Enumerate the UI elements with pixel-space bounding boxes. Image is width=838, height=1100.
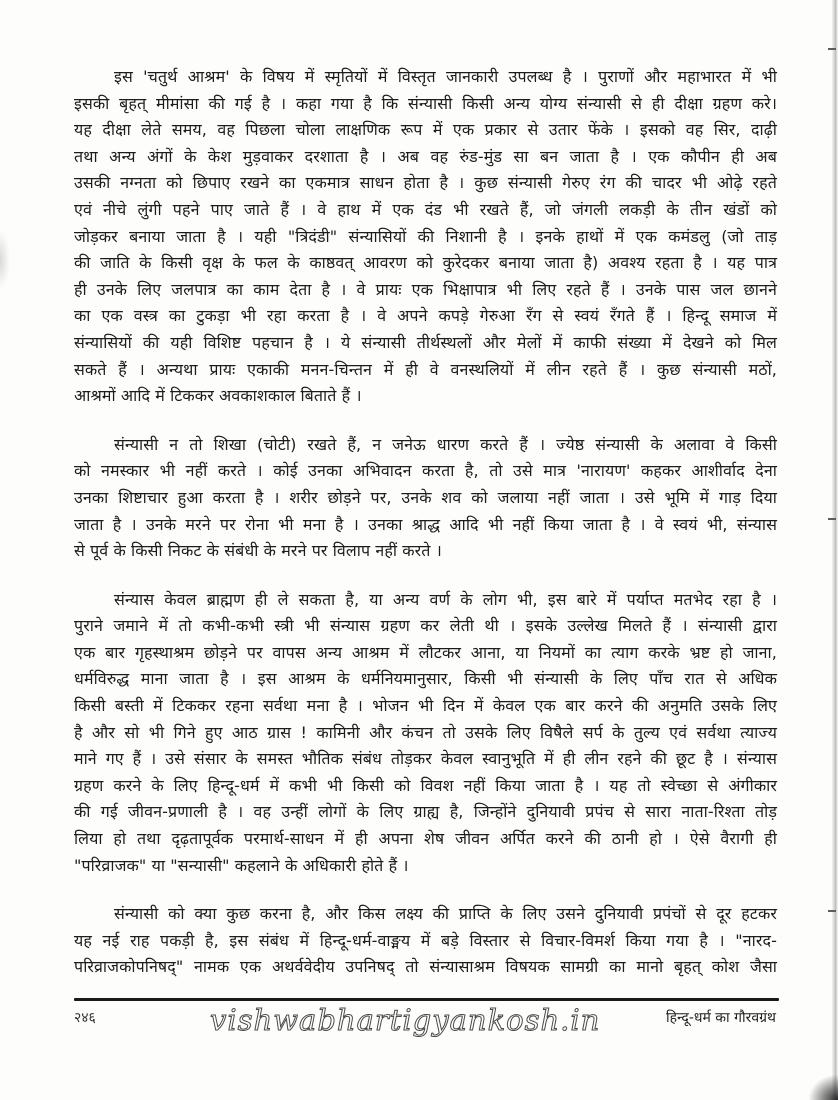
text-line: से पूर्व के किसी निकट के संबंधी के मरने पर विलाप नहीं करते । xyxy=(74,541,442,561)
text-line: है और सो भी गिने हुए आठ ग्रास ! कामिनी और कंचन तो उसके लिए विषैले सर्प के तुल्य एवं सर्वथा त्याज्य xyxy=(74,722,777,742)
page-edge-mark xyxy=(828,910,836,912)
text-line: तथा अन्य अंगों के केश मुड़वाकर दरशाता है । अब वह रुंड-मुंड सा बन जाता है । एक कौपीन ही अब xyxy=(74,146,777,166)
text-line: की जाति के किसी वृक्ष के फल के काष्ठवत् आवरण को कुरेदकर बनाया जाता है) अवश्य रहता है । यह पात्र xyxy=(74,253,777,273)
text-line: इसकी बृहत् मीमांसा की गई है । कहा गया है कि संन्यासी किसी अन्य योग्य संन्यासी से ही दीक्षा ग्रहण करे। xyxy=(74,93,777,113)
page-edge xyxy=(832,0,838,1100)
page-edge-mark xyxy=(828,48,836,50)
text-line: संन्यास केवल ब्राह्मण ही ले सकता है, या अन्य वर्ण के लोग भी, इस बारे में पर्याप्त मतभेद रहा है । xyxy=(114,589,777,609)
text-line: एवं नीचे लुंगी पहने पाए जाते हैं । वे हाथ में एक दंड भी रखते हैं, जो जंगली लकड़ी के तीन खंडों को xyxy=(74,199,777,219)
paragraph xyxy=(74,901,777,981)
body-text xyxy=(74,64,777,981)
text-line: इस 'चतुर्थ आश्रम' के विषय में स्मृतियों में विस्तृत जानकारी उपलब्ध है । पुराणों और महाभारत में भी xyxy=(114,67,777,86)
text-line: को नमस्कार भी नहीं करते । कोई उनका अभिवादन करता है, तो उसे मात्र 'नारायण' कहकर आशीर्वाद देना xyxy=(74,461,777,481)
paragraph xyxy=(74,64,777,410)
text-line: जाता है । उनके मरने पर रोना भी मना है । उनका श्राद्ध आदि भी नहीं किया जाता है । वे स्वयं भी, संन्यास xyxy=(74,514,777,534)
text-line: एक बार गृहस्थाश्रम छोड़ने पर वापस अन्य आश्रम में लौटकर आना, या नियमों का त्याग करके भ्रष्ट हो जाना, xyxy=(74,642,777,662)
text-line: धर्मविरुद्ध माना जाता है । इस आश्रम के धर्मनियमानुसार, किसी भी संन्यासी के लिए पाँच रात से अधिक xyxy=(74,669,777,689)
text-line: जोड़कर बनाया जाता है । यही "त्रिदंडी" संन्यासियों की निशानी है । इनके हाथों में एक कमंडलु (जो ताड़ xyxy=(74,226,778,246)
text-line: संन्यासी न तो शिखा (चोटी) रखते हैं, न जनेऊ धारण करते हैं । ज्येष्ठ संन्यासी के अलावा वे किसी xyxy=(114,434,777,454)
text-line: उनका शिष्टाचार हुआ करता है । शरीर छोड़ने पर, उनके शव को जलाया नहीं जाता । उसे भूमि में गाड़ दिया xyxy=(74,487,777,507)
text-line: आश्रमों आदि में टिककर अवकाशकाल बिताते हैं । xyxy=(74,386,362,406)
text-line: यह दीक्षा लेते समय, वह पिछला चोला लाक्षणिक रूप में एक प्रकार से उतार फेंके । इसको वह सिर, दाढ़ी xyxy=(74,120,777,140)
text-line: सकते हैं । अन्यथा प्रायः एकाकी मनन-चिन्तन में ही वे वनस्थलियों में लीन रहते हैं । कुछ संन्यासी मठों, xyxy=(74,359,777,379)
page-number: २४६ xyxy=(74,1010,96,1026)
text-line: ही उनके लिए जलपात्र का काम देता है । वे प्रायः एक भिक्षापात्र भी लिए रहते हैं । उनके पास जल छानने xyxy=(74,279,777,299)
text-line: यह नई राह पकड़ी है, इस संबंध में हिन्दू-धर्म-वाङ्मय में बड़े विस्तार से विचार-विमर्श किया गया है । "नारद- xyxy=(74,930,777,950)
text-line: ग्रहण करने के लिए हिन्दू-धर्म में कभी भी किसी को विवश नहीं किया जाता है । यह तो स्वेच्छा से अंगीकार xyxy=(74,775,777,795)
page-edge-mark xyxy=(828,518,836,520)
text-line: लिया हो तथा दृढ़तापूर्वक परमार्थ-साधन में ही अपना शेष जीवन अर्पित करने की ठानी हो । ऐसे वैरागी ही xyxy=(74,829,777,849)
text-line: "परिव्राजक" या "सन्यासी" कहलाने के अधिकारी होते हैं । xyxy=(74,855,409,875)
text-line: उसकी नग्नता को छिपाए रखने का एकमात्र साधन होता है । कुछ संन्यासी गेरुए रंग की चादर भी ओढ़े रहते xyxy=(74,173,777,193)
text-line: संन्यासियों की यही विशिष्ट पहचान है । ये संन्यासी तीर्थस्थलों और मेलों में काफी संख्या में देखने को मिल xyxy=(74,332,777,352)
watermark: vishwabhartigyankosh.in xyxy=(210,1003,601,1037)
text-line: किसी बस्ती में टिककर रहना सर्वथा मना है । भोजन भी दिन में केवल एक बार करने की अनुमति उसके लिए xyxy=(74,696,777,716)
text-line: माने गए हैं । उसे संसार के समस्त भौतिक संबंध तोड़कर केवल स्वानुभूति में ही लीन रहने की छूट है । संन्यास xyxy=(74,749,777,769)
paragraph xyxy=(74,587,777,880)
page-binding-shadow xyxy=(0,230,10,290)
page-corner-shadow xyxy=(808,1074,838,1100)
running-footer-title: हिन्दू-धर्म का गौरवग्रंथ xyxy=(666,1010,776,1026)
text-line: परिव्राजकोपनिषद्" नामक एक अथर्ववेदीय उपनिषद् तो संन्यासाश्रम विषयक सामग्री का मानो बृहत् कोश जैसा xyxy=(74,957,777,977)
text-line: पुराने जमाने में तो कभी-कभी स्त्री भी संन्यास ग्रहण कर लेती थी । इसके उल्लेख मिलते हैं । संन्यासी द्वारा xyxy=(74,616,777,636)
text-line: संन्यासी को क्या कुछ करना है, और किस लक्ष्य की प्राप्ति के लिए उसने दुनियावी प्रपंचों से दूर हटकर xyxy=(114,904,777,924)
paragraph xyxy=(74,432,777,565)
text-line: का एक वस्त्र का टुकड़ा भी रहा करता है । वे अपने कपड़े गेरुआ रँग से स्वयं रँगते हैं । हिन्दू समाज में xyxy=(74,306,777,326)
footer-rule xyxy=(74,998,779,1001)
text-line: की गई जीवन-प्रणाली है । वह उन्हीं लोगों के लिए ग्राह्य है, जिन्होंने दुनियावी प्रपंच से सारा नाता-रिश्ता तोड़ xyxy=(74,802,777,822)
